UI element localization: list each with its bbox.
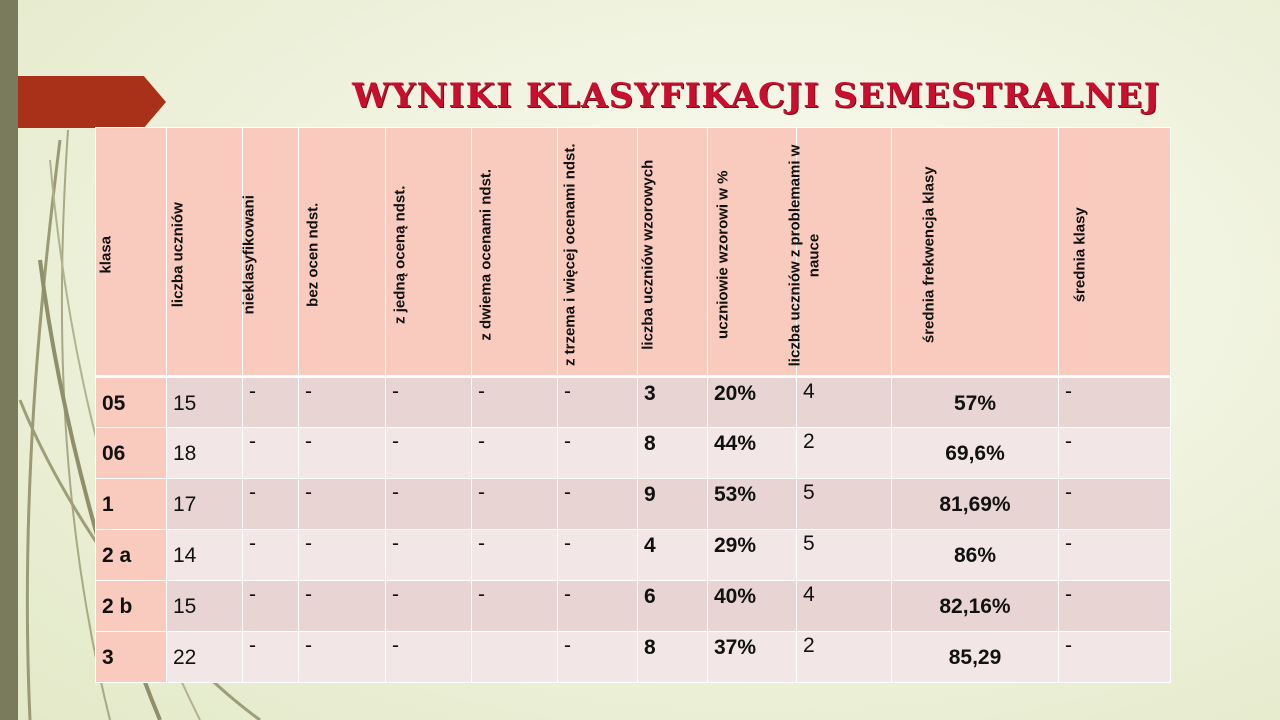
- table-cell: 22: [167, 632, 243, 683]
- table-cell: 4: [638, 530, 708, 581]
- column-header-label: nieklasyfikowani: [240, 195, 258, 315]
- column-header-label: średnia klasy: [1071, 207, 1089, 303]
- table-cell: -: [1059, 632, 1171, 683]
- column-header-label: bez ocen ndst.: [304, 202, 322, 308]
- table-cell: -: [243, 530, 299, 581]
- table-cell: 85,29: [892, 632, 1059, 683]
- table-cell: 15: [167, 581, 243, 632]
- table-cell: 18: [167, 428, 243, 479]
- table-cell: 40%: [708, 581, 797, 632]
- table-cell: 29%: [708, 530, 797, 581]
- table-cell: 53%: [708, 479, 797, 530]
- column-header: [638, 128, 708, 377]
- column-header: [892, 128, 1059, 377]
- table-cell: 4: [797, 377, 892, 428]
- table-body: [96, 377, 1171, 683]
- column-header: [558, 128, 638, 377]
- column-header-label: liczba uczniów wzorowych: [639, 159, 657, 351]
- header-row: [96, 128, 1171, 377]
- table-cell: -: [386, 632, 472, 683]
- column-header-label: z dwiema ocenami ndst.: [477, 169, 495, 341]
- column-header-label: liczba uczniów z problemami w nauce: [786, 144, 823, 366]
- table-cell: -: [243, 479, 299, 530]
- table-cell: 3: [638, 377, 708, 428]
- table-cell: -: [1059, 479, 1171, 530]
- table-cell: 57%: [892, 377, 1059, 428]
- table-cell: -: [299, 479, 386, 530]
- column-header-label: uczniowie wzorowi w %: [714, 170, 732, 340]
- table-cell: -: [472, 428, 558, 479]
- table-cell: 15: [167, 377, 243, 428]
- table-cell: 2 b: [96, 581, 167, 632]
- table-cell: -: [299, 581, 386, 632]
- table-cell: 14: [167, 530, 243, 581]
- table-cell: 5: [797, 479, 892, 530]
- table-cell: -: [299, 632, 386, 683]
- table-cell: -: [558, 479, 638, 530]
- column-header-label: klasa: [97, 236, 115, 274]
- table-cell: -: [243, 632, 299, 683]
- table-cell: -: [558, 632, 638, 683]
- column-header: [708, 128, 797, 377]
- table-row: [96, 632, 1171, 683]
- table-cell: -: [243, 428, 299, 479]
- table-cell: 2: [797, 428, 892, 479]
- slide-title: WYNIKI KLASYFIKACJI SEMESTRALNEJ: [352, 76, 1161, 116]
- table-row: [96, 581, 1171, 632]
- column-header-label: z trzema i więcej ocenami ndst.: [561, 143, 579, 367]
- table-cell: 9: [638, 479, 708, 530]
- table-cell: 2: [797, 632, 892, 683]
- table-cell: -: [299, 428, 386, 479]
- table-cell: 8: [638, 632, 708, 683]
- results-table: [95, 127, 1171, 683]
- column-header: [299, 128, 386, 377]
- table-cell: -: [472, 530, 558, 581]
- column-header: [1059, 128, 1171, 377]
- table-cell: -: [243, 581, 299, 632]
- table-cell: -: [386, 428, 472, 479]
- table-cell: 8: [638, 428, 708, 479]
- table-cell: 5: [797, 530, 892, 581]
- table-cell: -: [472, 479, 558, 530]
- table-cell: -: [558, 428, 638, 479]
- table-cell: -: [472, 377, 558, 428]
- column-header: [240, 128, 299, 377]
- table-cell: 1: [96, 479, 167, 530]
- table-cell: 3: [96, 632, 167, 683]
- table-cell: 82,16%: [892, 581, 1059, 632]
- table-cell: 86%: [892, 530, 1059, 581]
- table-cell: -: [386, 581, 472, 632]
- table-row: [96, 428, 1171, 479]
- table-cell: -: [558, 581, 638, 632]
- table-cell: -: [472, 581, 558, 632]
- column-header-label: z jedną oceną ndst.: [391, 185, 409, 325]
- table-cell: 20%: [708, 377, 797, 428]
- table-row: [96, 530, 1171, 581]
- table-cell: -: [299, 377, 386, 428]
- column-header: [386, 128, 472, 377]
- table-cell: -: [386, 530, 472, 581]
- table-cell: -: [1059, 530, 1171, 581]
- table-cell: -: [1059, 581, 1171, 632]
- column-header-label: średnia frekwencja klasy: [920, 166, 938, 344]
- table-cell: 37%: [708, 632, 797, 683]
- table-cell: -: [243, 377, 299, 428]
- table-cell: -: [299, 530, 386, 581]
- table-cell: -: [386, 377, 472, 428]
- table-cell: 4: [797, 581, 892, 632]
- table-row: [96, 377, 1171, 428]
- table-cell: -: [558, 530, 638, 581]
- table-cell: 05: [96, 377, 167, 428]
- table-cell: 17: [167, 479, 243, 530]
- table-cell: -: [1059, 428, 1171, 479]
- table-cell: [472, 632, 558, 683]
- table-cell: 2 a: [96, 530, 167, 581]
- table-row: [96, 479, 1171, 530]
- table-cell: -: [386, 479, 472, 530]
- column-header: [167, 128, 243, 377]
- table-cell: 69,6%: [892, 428, 1059, 479]
- table-cell: 44%: [708, 428, 797, 479]
- table-cell: 81,69%: [892, 479, 1059, 530]
- column-header: [472, 128, 558, 377]
- table-cell: 06: [96, 428, 167, 479]
- table-cell: 6: [638, 581, 708, 632]
- column-header: [96, 128, 167, 377]
- column-header: [786, 128, 892, 377]
- column-header-label: liczba uczniów: [169, 202, 187, 308]
- title-arrow-accent: [18, 76, 166, 128]
- table-cell: -: [558, 377, 638, 428]
- table-cell: -: [1059, 377, 1171, 428]
